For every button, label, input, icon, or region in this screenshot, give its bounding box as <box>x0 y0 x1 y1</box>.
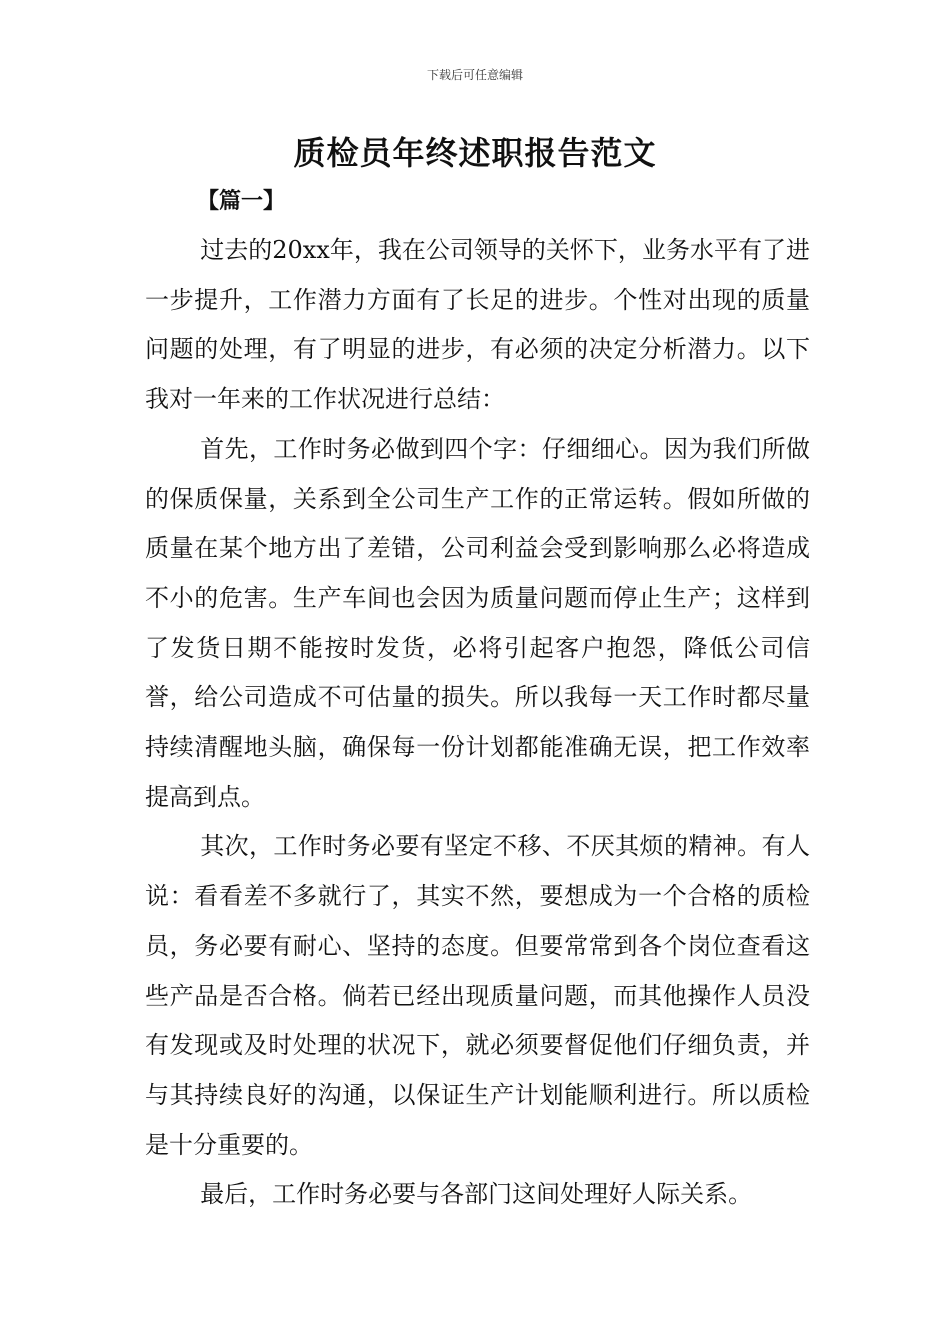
paragraph-1: 过去的20xx年，我在公司领导的关怀下，业务水平有了进一步提升，工作潜力方面有了长足的进步。个性对出现的质量问题的处理，有了明显的进步，有必须的决定分析潜力。以下我对一年来的工作状况进行总结： <box>145 236 810 414</box>
paragraph-3: 其次，工作时务必要有坚定不移、不厌其烦的精神。有人说：看看差不多就行了，其实不然，要想成为一个合格的质检员，务必要有耐心、坚持的态度。但要常常到各个岗位查看这些产品是否合格。倘若已经出现质量问题，而其他操作人员没有发现或及时处理的状况下，就必须要督促他们仔细负责，并与其持续良好的沟通，以保证生产计划能顺利进行。所以质检是十分重要的。 <box>145 832 810 1159</box>
paragraph-4: 最后，工作时务必要与各部门这间处理好人际关系。 <box>200 1180 753 1209</box>
paragraph-2: 首先，工作时务必做到四个字：仔细细心。因为我们所做的保质保量，关系到全公司生产工作的正常运转。假如所做的质量在某个地方出了差错，公司利益会受到影响那么必将造成不小的危害。生产车间也会因为质量问题而停止生产；这样到了发货日期不能按时发货，必将引起客户抱怨，降低公司信誉，给公司造成不可估量的损失。所以我每一天工作时都尽量持续清醒地头脑，确保每一份计划都能准确无误，把工作效率提高到点。 <box>145 434 810 811</box>
document-body <box>145 226 810 1220</box>
header-note: 下载后可任意编辑 <box>426 68 523 82</box>
section-label: 【篇一】 <box>197 188 286 214</box>
document-title: 质检员年终述职报告范文 <box>293 134 657 172</box>
